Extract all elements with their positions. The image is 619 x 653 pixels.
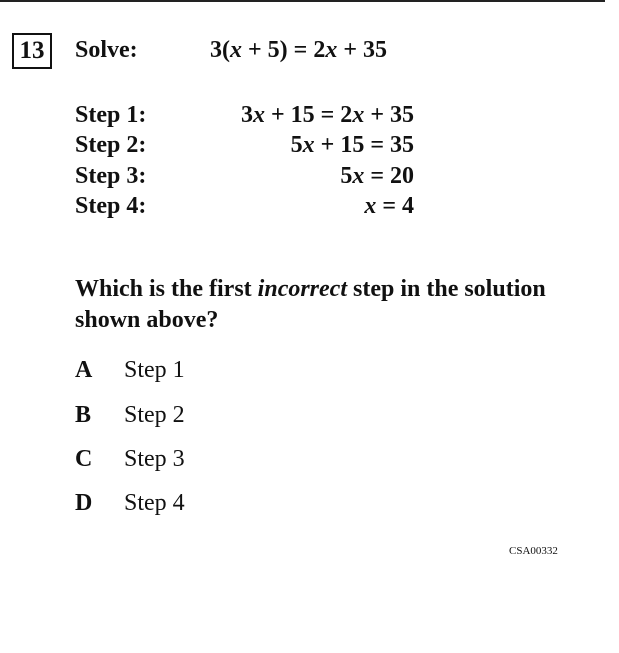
step-part: 5: [340, 163, 353, 189]
answer-choice-c[interactable]: [75, 445, 185, 473]
choice-letter: D: [75, 490, 93, 516]
choice-letter: C: [75, 446, 93, 472]
step-part: 3: [240, 102, 253, 128]
step-equation: [340, 162, 414, 190]
step-variable: x: [252, 102, 265, 128]
step-label: Step 4:: [75, 193, 147, 219]
choice-text: Step 2: [124, 402, 185, 428]
choice-text: Step 1: [124, 357, 185, 383]
step-part: = 20: [364, 163, 414, 189]
item-code: CSA00332: [509, 545, 558, 557]
question-part: Which is the first: [75, 276, 258, 302]
question-text: [75, 274, 595, 336]
question-number-box: 13: [12, 33, 52, 69]
top-rule: [0, 0, 605, 2]
solve-label: Solve:: [75, 37, 138, 63]
equation-part: 3(: [210, 37, 230, 63]
step-equation: [241, 101, 414, 129]
question-emphasis: incorrect: [257, 276, 347, 302]
equation-part: + 5) = 2: [242, 37, 326, 63]
step-equation: [291, 131, 414, 159]
step-part: + 15 = 35: [314, 132, 414, 158]
answer-choice-a[interactable]: [75, 356, 185, 384]
step-part: 5: [290, 132, 303, 158]
step-variable: x: [352, 163, 365, 189]
choice-text: Step 3: [124, 446, 185, 472]
step-equation: [364, 192, 414, 220]
step-part: + 35: [364, 102, 414, 128]
question-part: step in the solution shown above?: [75, 276, 546, 333]
equation-part: + 35: [337, 37, 388, 63]
choice-letter: B: [75, 402, 92, 428]
equation-variable: x: [325, 37, 338, 63]
step-part: + 15 = 2: [264, 102, 353, 128]
choice-text: Step 4: [124, 490, 185, 516]
step-label: Step 1:: [75, 102, 147, 128]
step-label: Step 2:: [75, 132, 147, 158]
step-variable: x: [352, 102, 365, 128]
step-variable: x: [302, 132, 315, 158]
equation-variable: x: [230, 37, 242, 63]
choice-letter: A: [75, 357, 93, 383]
equation: [210, 36, 387, 64]
answer-choice-d[interactable]: [75, 489, 185, 517]
step-variable: x: [364, 193, 377, 219]
answer-choice-b[interactable]: [75, 401, 185, 429]
step-part: = 4: [376, 193, 414, 219]
step-label: Step 3:: [75, 163, 147, 189]
